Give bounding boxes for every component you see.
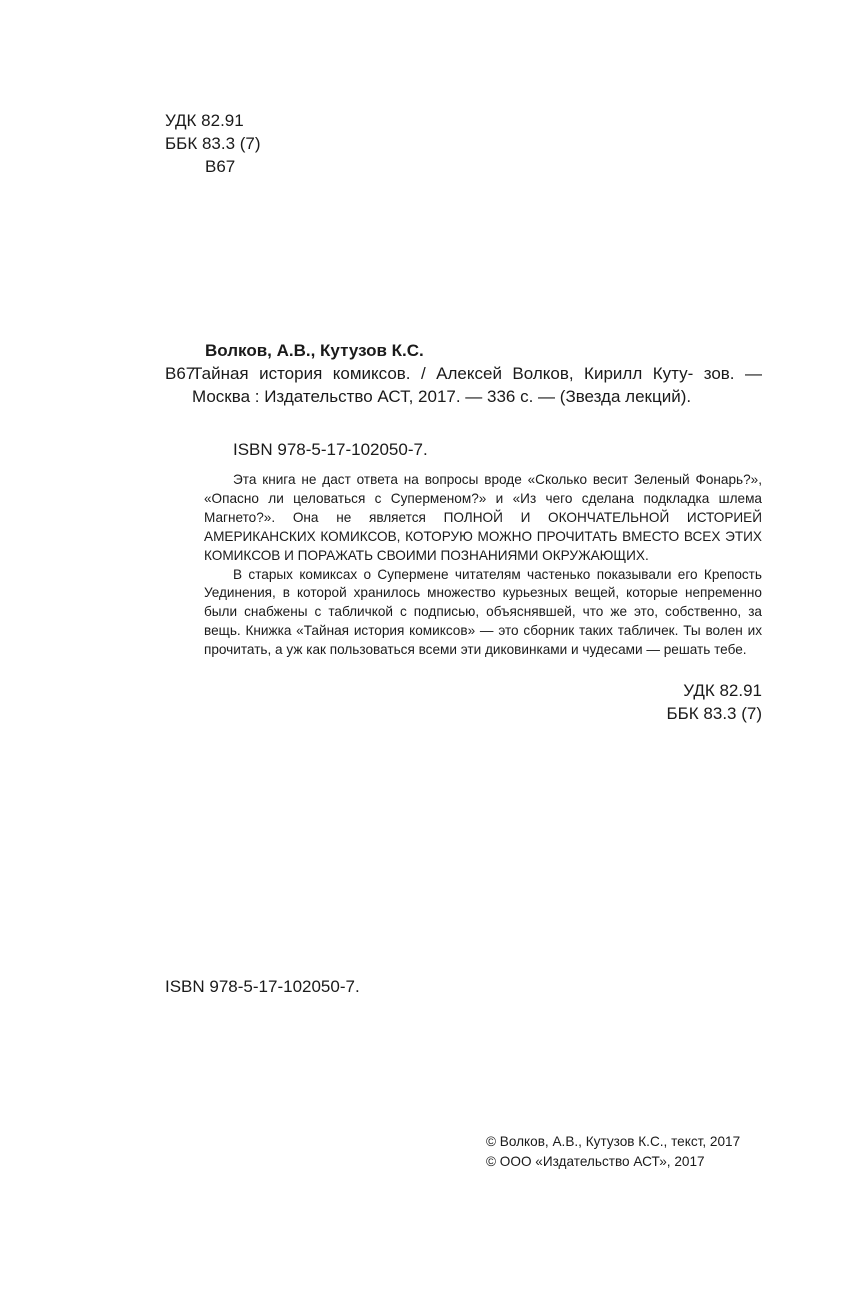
classification-top [165,109,261,178]
annotation-paragraph: В старых комиксах о Супермене читателям частенько показывали его Крепость Уединения, в которой хранилось множество курьезных вещей, которые непременно были снабжены с табличкой с подписью, объяснявшей, что же это, собственно, за вещь. Книжка «Тайная история комиксов» — это сборник таких табличек. Ты волен их прочитать, а уж как пользоваться всеми эти диковинками и чудесами — решать тебе. [204,566,762,658]
isbn-bottom: ISBN 978-5-17-102050-7. [165,977,360,996]
record-author: Волков, А.В., Кутузов К.С. [205,341,424,360]
udk-code: УДК 82.91 [683,681,762,700]
record-isbn: ISBN 978-5-17-102050-7. [233,440,428,459]
udk-code: УДК 82.91 [165,111,244,130]
bbk-code: ББК 83.3 (7) [666,704,762,723]
biblio-line: зов. — Москва : Издательство АСТ, 2017. — 336 с. — (Звезда [192,364,762,406]
record-author-sign: В67 [165,364,196,383]
classification-right [560,679,762,725]
biblio-line: Тайная история комиксов. / Алексей Волков, Кирилл Куту- [192,364,694,383]
copyright-publisher: © ООО «Издательство АСТ», 2017 [486,1154,705,1169]
copyright-block [486,1132,740,1172]
author-sign: В67 [205,157,236,176]
annotation-paragraph: Эта книга не даст ответа на вопросы вроде «Сколько весит Зеленый Фонарь?», «Опасно ли целоваться с Суперменом?» и «Из чего сделана подкладка шлема Магнето?». Она не является ПОЛНОЙ И ОКОНЧАТЕЛЬНОЙ ИСТОРИЕЙ АМЕРИКАНСКИХ КОМИКСОВ, КОТОРУЮ МОЖНО ПРОЧИТАТЬ ВМЕСТО ВСЕХ ЭТИХ КОМИКСОВ И ПОРАЖАТЬ СВОИМИ ПОЗНАНИЯМИ ОКРУЖАЮЩИХ. [204,472,762,563]
biblio-line: лекций). [625,387,692,406]
bbk-code: ББК 83.3 (7) [165,134,261,153]
bibliographic-description [192,362,762,408]
annotation [204,471,762,660]
copyright-authors: © Волков, А.В., Кутузов К.С., текст, 2017 [486,1134,741,1149]
